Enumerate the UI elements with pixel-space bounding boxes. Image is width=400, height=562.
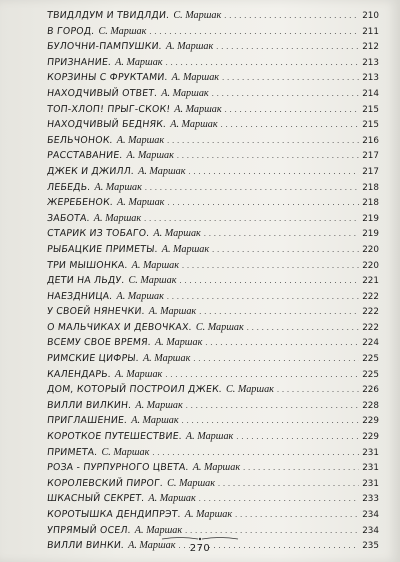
toc-entry-page: 229 bbox=[362, 432, 379, 443]
toc-entry bbox=[47, 102, 379, 118]
toc-entry-title: РАССТАВАНИЕ. bbox=[46, 150, 124, 162]
toc-entry-page: 233 bbox=[362, 494, 379, 505]
toc-entry bbox=[47, 195, 379, 211]
toc-entry-page: 231 bbox=[362, 447, 379, 458]
toc-entry-author: С. Маршак bbox=[173, 10, 222, 21]
toc-entry-title: ВИЛЛИ ВИЛКИН. bbox=[46, 399, 132, 411]
toc-leader-dots bbox=[212, 242, 359, 258]
toc-entry-page: 231 bbox=[362, 463, 379, 474]
toc-entry-page: 219 bbox=[362, 213, 379, 224]
toc-entry bbox=[47, 491, 379, 507]
toc-entry-author: А. Маршак bbox=[153, 228, 201, 240]
toc-entry-title: КОРОТЫШКА ДЕНДИПРЭТ. bbox=[46, 509, 182, 520]
toc-entry-title: ДЖЕК И ДЖИЛЛ. bbox=[46, 165, 135, 177]
toc-entry-page: 220 bbox=[362, 244, 379, 255]
toc-entry-title: НАХОДЧИВЫЙ ОТВЕТ. bbox=[46, 87, 158, 99]
toc-entry-title: ШКАСНЫЙ СЕКРЕТ. bbox=[46, 493, 145, 505]
toc-leader-dots bbox=[167, 133, 359, 149]
toc-leader-dots bbox=[186, 398, 359, 414]
toc-entry-author: А. Маршак bbox=[170, 119, 218, 131]
toc-leader-dots bbox=[145, 180, 359, 196]
toc-entry-title: ДОМ, КОТОРЫЙ ПОСТРОИЛ ДЖЕК. bbox=[46, 384, 223, 396]
toc-entry-author: А. Маршак bbox=[192, 462, 241, 474]
toc-entry-author: С. Маршак bbox=[101, 446, 150, 458]
toc-entry-page: 211 bbox=[362, 26, 379, 37]
toc-entry bbox=[47, 133, 379, 149]
toc-entry bbox=[47, 8, 379, 24]
toc-entry-title: ПРИГЛАШЕНИЕ. bbox=[46, 415, 128, 427]
toc-entry-author: А. Маршак bbox=[148, 493, 196, 505]
toc-leader-dots bbox=[247, 320, 359, 336]
toc-entry-author: А. Маршак bbox=[184, 509, 233, 520]
toc-entry-author: А. Маршак bbox=[93, 212, 142, 224]
toc-leader-dots bbox=[204, 226, 359, 242]
toc-entry-author: С. Маршак bbox=[195, 321, 244, 333]
toc-entry-page: 222 bbox=[362, 307, 379, 318]
toc-entry bbox=[47, 476, 379, 492]
toc-entry-page: 222 bbox=[362, 291, 379, 302]
toc-entry bbox=[47, 413, 379, 429]
toc-entry-title: У СВОЕЙ НЯНЕЧКИ. bbox=[46, 306, 146, 318]
toc-entry-title: КОРОТКОЕ ПУТЕШЕСТВИЕ. bbox=[46, 431, 183, 443]
toc-entry bbox=[47, 351, 379, 367]
toc-entry-title: ДЕТИ НА ЛЬДУ. bbox=[46, 275, 126, 287]
toc-entry-title: КОРЗИНЫ С ФРУКТАМИ. bbox=[46, 72, 169, 84]
toc-leader-dots bbox=[221, 117, 360, 133]
toc-entry-title: ТОП-ХЛОП! ПРЫГ-СКОК! bbox=[46, 103, 171, 115]
toc-entry-author: А. Маршак bbox=[116, 134, 165, 146]
toc-entry bbox=[47, 507, 379, 523]
toc-entry-title: ТВИДЛДУМ И ТВИДЛДИ. bbox=[46, 10, 170, 21]
toc-leader-dots bbox=[205, 335, 359, 351]
toc-leader-dots bbox=[222, 70, 359, 86]
toc-entry-page: 224 bbox=[362, 338, 379, 349]
toc-entry-author: А. Маршак bbox=[126, 150, 174, 162]
toc-entry-page: 235 bbox=[362, 541, 379, 552]
toc-entry bbox=[47, 273, 379, 289]
toc-entry bbox=[47, 382, 379, 398]
toc-leader-dots bbox=[152, 445, 359, 461]
toc-leader-dots bbox=[224, 8, 359, 24]
toc-entry bbox=[47, 304, 379, 320]
toc-entry bbox=[47, 86, 379, 102]
toc-entry-author: А. Маршак bbox=[128, 540, 176, 552]
toc-entry-title: НАХОДЧИВЫЙ БЕДНЯК. bbox=[46, 119, 167, 131]
toc-leader-dots bbox=[167, 195, 359, 211]
toc-entry-author: А. Маршак bbox=[116, 290, 164, 302]
table-of-contents bbox=[47, 8, 379, 554]
toc-entry-title: ТРИ МЫШОНКА. bbox=[46, 259, 129, 271]
toc-entry-title: РЫБАЦКИЕ ПРИМЕТЫ. bbox=[46, 243, 159, 255]
toc-entry-page: 219 bbox=[362, 229, 379, 240]
toc-leader-dots bbox=[225, 102, 360, 118]
toc-entry-page: 218 bbox=[362, 182, 379, 193]
toc-entry-author: А. Маршак bbox=[131, 415, 179, 427]
toc-leader-dots bbox=[235, 507, 359, 523]
toc-entry-page: 225 bbox=[362, 369, 379, 380]
toc-entry-author: А. Маршак bbox=[148, 306, 197, 318]
toc-entry-page: 234 bbox=[362, 510, 379, 520]
toc-entry-author: А. Маршак bbox=[134, 524, 183, 536]
toc-entry-title: ЗАБОТА. bbox=[46, 212, 91, 224]
toc-entry bbox=[47, 180, 379, 196]
toc-leader-dots bbox=[182, 258, 359, 274]
page-footer bbox=[0, 538, 400, 556]
toc-entry-title: НАЕЗДНИЦА. bbox=[46, 290, 114, 302]
toc-entry-title: ЖЕРЕБЕНОК. bbox=[46, 197, 114, 209]
toc-entry bbox=[47, 55, 379, 71]
toc-entry-title: В ГОРОД. bbox=[46, 25, 96, 37]
toc-entry bbox=[47, 70, 379, 86]
toc-entry-title: КОРОЛЕВСКИЙ ПИРОГ. bbox=[46, 477, 164, 489]
toc-entry-page: 212 bbox=[362, 42, 379, 53]
toc-entry-author: А. Маршак bbox=[114, 368, 163, 380]
toc-entry bbox=[47, 367, 379, 383]
toc-entry-title: ПРИМЕТА. bbox=[46, 446, 99, 458]
toc-leader-dots bbox=[165, 367, 359, 383]
toc-entry-title: ВИЛЛИ ВИНКИ. bbox=[46, 540, 125, 552]
toc-leader-dots bbox=[193, 351, 359, 367]
toc-leader-dots bbox=[177, 148, 359, 164]
toc-leader-dots bbox=[144, 211, 359, 227]
toc-entry bbox=[47, 258, 379, 274]
toc-entry-author: С. Маршак bbox=[225, 384, 274, 396]
toc-entry-page: 226 bbox=[362, 385, 379, 396]
toc-entry-author: А. Маршак bbox=[161, 87, 209, 99]
toc-entry-title: УПРЯМЫЙ ОСЕЛ. bbox=[46, 524, 132, 536]
toc-entry-page: 213 bbox=[362, 73, 379, 84]
toc-entry-page: 234 bbox=[362, 525, 379, 536]
toc-entry-author: А. Маршак bbox=[142, 353, 191, 365]
toc-entry-author: А. Маршак bbox=[165, 41, 214, 53]
toc-entry-author: А. Маршак bbox=[94, 181, 142, 193]
toc-leader-dots bbox=[216, 39, 359, 55]
toc-leader-dots bbox=[212, 86, 360, 102]
toc-entry-author: С. Маршак bbox=[98, 25, 147, 37]
toc-entry-title: КАЛЕНДАРЬ. bbox=[46, 368, 112, 380]
toc-entry-page: 217 bbox=[362, 151, 379, 162]
toc-entry bbox=[47, 39, 379, 55]
toc-entry-author: С. Маршак bbox=[128, 275, 177, 287]
toc-entry-author: А. Маршак bbox=[131, 259, 180, 271]
toc-leader-dots bbox=[277, 382, 359, 398]
toc-entry-title: БУЛОЧНИ-ПАМПУШКИ. bbox=[46, 41, 163, 53]
toc-entry-page: 215 bbox=[362, 104, 379, 115]
toc-leader-dots bbox=[189, 164, 360, 180]
toc-entry-title: РОЗА - ПУРПУРНОГО ЦВЕТА. bbox=[46, 462, 190, 474]
toc-entry bbox=[47, 320, 379, 336]
toc-entry-page: 217 bbox=[362, 166, 379, 177]
toc-entry bbox=[47, 445, 379, 461]
toc-entry-page: 229 bbox=[362, 416, 379, 427]
toc-entry-page: 231 bbox=[362, 478, 379, 489]
toc-entry bbox=[47, 398, 379, 414]
toc-entry-title: РИМСКИЕ ЦИФРЫ. bbox=[46, 353, 140, 365]
toc-entry-author: А. Маршак bbox=[154, 337, 203, 349]
page-number: 270 bbox=[189, 543, 211, 554]
toc-entry-author: А. Маршак bbox=[135, 399, 183, 411]
toc-entry-title: О МАЛЬЧИКАХ И ДЕВОЧКАХ. bbox=[46, 321, 193, 333]
toc-entry-page: 213 bbox=[362, 57, 379, 68]
toc-entry bbox=[47, 24, 379, 40]
toc-entry bbox=[47, 211, 379, 227]
toc-leader-dots bbox=[218, 476, 359, 492]
toc-entry-title: ВСЕМУ СВОЕ ВРЕМЯ. bbox=[46, 337, 152, 349]
toc-leader-dots bbox=[167, 289, 359, 305]
toc-entry-title: БЕЛЬЧОНОК. bbox=[46, 134, 114, 146]
toc-entry bbox=[47, 226, 379, 242]
toc-entry bbox=[47, 242, 379, 258]
toc-entry-page: 225 bbox=[362, 354, 379, 365]
toc-entry-page: 210 bbox=[362, 11, 379, 21]
toc-entry-title: СТАРИК ИЗ ТОБАГО. bbox=[46, 228, 151, 240]
toc-entry bbox=[47, 148, 379, 164]
toc-entry-author: С. Маршак bbox=[167, 477, 216, 489]
toc-entry-title: ЛЕБЕДЬ. bbox=[46, 181, 92, 193]
toc-entry bbox=[47, 429, 379, 445]
toc-entry-author: А. Маршак bbox=[174, 103, 222, 115]
toc-entry-author: А. Маршак bbox=[138, 165, 186, 177]
toc-entry-page: 216 bbox=[362, 135, 379, 146]
toc-leader-dots bbox=[179, 273, 359, 289]
toc-leader-dots bbox=[199, 491, 359, 507]
toc-entry-page: 215 bbox=[362, 120, 379, 131]
toc-entry-author: А. Маршак bbox=[171, 72, 220, 84]
toc-entry-page: 228 bbox=[362, 400, 379, 411]
toc-entry-page: 221 bbox=[362, 276, 379, 287]
toc-leader-dots bbox=[166, 55, 360, 71]
toc-entry-author: А. Маршак bbox=[185, 431, 234, 443]
toc-entry-author: А. Маршак bbox=[161, 243, 210, 255]
toc-entry-author: А. Маршак bbox=[117, 197, 165, 209]
toc-leader-dots bbox=[199, 304, 359, 320]
toc-entry bbox=[47, 335, 379, 351]
toc-entry-page: 220 bbox=[362, 260, 379, 271]
toc-leader-dots bbox=[182, 413, 360, 429]
toc-leader-dots bbox=[149, 24, 359, 40]
toc-entry bbox=[47, 164, 379, 180]
toc-entry-author: А. Маршак bbox=[115, 56, 163, 68]
toc-entry bbox=[47, 460, 379, 476]
toc-entry bbox=[47, 117, 379, 133]
toc-entry-page: 222 bbox=[362, 322, 379, 333]
toc-leader-dots bbox=[243, 460, 359, 476]
toc-entry bbox=[47, 289, 379, 305]
toc-entry-page: 218 bbox=[362, 198, 379, 209]
toc-entry-page: 214 bbox=[362, 88, 379, 99]
toc-entry-title: ПРИЗНАНИЕ. bbox=[46, 56, 112, 68]
toc-leader-dots bbox=[236, 429, 359, 445]
